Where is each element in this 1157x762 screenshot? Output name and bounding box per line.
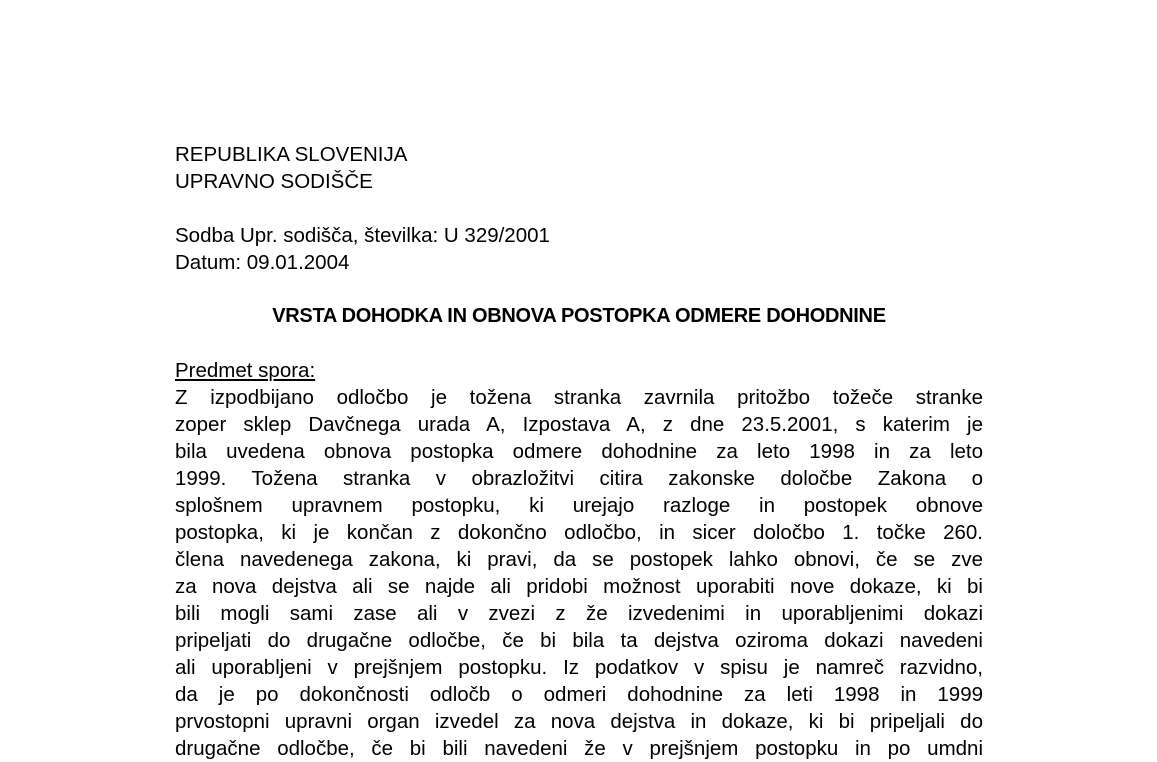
body-line: 1999. Tožena stranka v obrazložitvi citira zakonske določbe Zakona o	[175, 467, 983, 490]
body-line: za nova dejstva ali se najde ali pridobi možnost uporabiti nove dokaze, ki bi	[175, 575, 983, 598]
body-line: prvostopni upravni organ izvedel za nova dejstva in dokaze, ki bi pripeljali do	[175, 710, 983, 733]
case-date: Datum: 09.01.2004	[175, 251, 350, 274]
body-line: postopka, ki je končan z dokončno odločbo, in sicer določbo 1. točke 260.	[175, 521, 983, 544]
body-line: bili mogli sami zase ali v zvezi z že izvedenimi in uporabljenimi dokazi	[175, 602, 983, 625]
body-line: pripeljati do drugačne odločbe, če bi bila ta dejstva oziroma dokazi navedeni	[175, 629, 983, 652]
body-line: drugačne odločbe, če bi bili navedeni že v prejšnjem postopku in po umdni	[175, 737, 983, 760]
court-heading: UPRAVNO SODIŠČE	[175, 170, 373, 193]
subject-heading: Predmet spora:	[175, 359, 316, 382]
body-line: bila uvedena obnova postopka odmere dohodnine za leto 1998 in za leto	[175, 440, 983, 463]
spacer	[175, 195, 983, 222]
spacer	[175, 330, 983, 357]
body-line: da je po dokončnosti odločb o odmeri dohodnine za leti 1998 in 1999	[175, 683, 983, 706]
body-line: zoper sklep Davčnega urada A, Izpostava A, z dne 23.5.2001, s katerim je	[175, 413, 983, 436]
document-title: VRSTA DOHODKA IN OBNOVA POSTOPKA ODMERE DOHODNINE	[272, 305, 886, 327]
body-line: člena navedenega zakona, ki pravi, da se postopek lahko obnovi, če se zve	[175, 548, 983, 571]
country-heading: REPUBLIKA SLOVENIJA	[175, 143, 408, 166]
body-paragraph	[175, 384, 983, 762]
case-reference: Sodba Upr. sodišča, številka: U 329/2001	[175, 224, 550, 247]
body-line: splošnem upravnem postopku, ki urejajo razloge in postopek obnove	[175, 494, 983, 517]
body-line: Z izpodbijano odločbo je tožena stranka zavrnila pritožbo tožeče stranke	[175, 386, 983, 409]
body-line: ali uporabljeni v prejšnjem postopku. Iz podatkov v spisu je namreč razvidno,	[175, 656, 983, 679]
spacer	[175, 276, 983, 303]
document-page	[175, 141, 983, 762]
